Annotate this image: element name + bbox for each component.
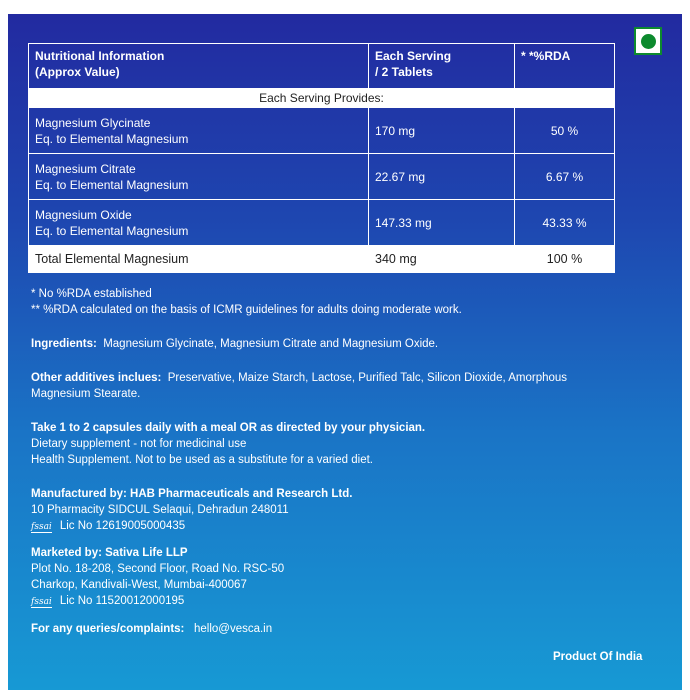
table-total-row: Total Elemental Magnesium 340 mg 100 % xyxy=(29,246,615,273)
table-row: Magnesium Oxide Eq. to Elemental Magnesium 147.33 mg 43.33 % xyxy=(29,200,615,246)
amount-cell: 147.33 mg xyxy=(369,200,515,246)
header-rda: * *%RDA xyxy=(515,44,615,89)
dosage-instruction: Take 1 to 2 capsules daily with a meal OR as directed by your physician. xyxy=(31,422,426,434)
ingredients: Ingredients: Magnesium Glycinate, Magnesium Citrate and Magnesium Oxide. xyxy=(31,338,439,350)
marketer-block: Marketed by: Sativa Life LLP Plot No. 18-208, Second Floor, Road No. RSC-50 Charkop, Kandivali-West, Mumbai-400067 fssai Lic No 11520012000195 xyxy=(31,547,285,607)
directions: Take 1 to 2 capsules daily with a meal OR as directed by your physician. Dietary supplement - not for medicinal use Health Supplement. Not to be used as a substitute for a varied diet. xyxy=(31,422,426,466)
table-row: Magnesium Citrate Eq. to Elemental Magnesium 22.67 mg 6.67 % xyxy=(29,154,615,200)
queries-block: For any queries/complaints: hello@vesca.in xyxy=(31,623,273,635)
manufacturer-block: Manufactured by: HAB Pharmaceuticals and Research Ltd. 10 Pharmacity SIDCUL Selaqui, Dehradun 248011 fssai Lic No 12619005000435 xyxy=(31,488,353,532)
table-header-row xyxy=(29,44,615,89)
fssai-logo-icon: fssai xyxy=(31,522,52,532)
header-each-serving: Each Serving / 2 Tablets xyxy=(369,44,515,89)
note-no-rda: * No %RDA established xyxy=(31,288,152,300)
contact-email: hello@vesca.in xyxy=(193,623,273,635)
fssai-logo-icon: fssai xyxy=(31,597,52,607)
rda-cell: 6.67 % xyxy=(515,154,615,200)
other-additives: Other additives inclues: Preservative, Maize Starch, Lactose, Purified Talc, Silicon Dioxide, Amorphous Magnesium Stearate. xyxy=(31,372,568,400)
product-origin: Product Of India xyxy=(553,651,643,663)
amount-cell: 22.67 mg xyxy=(369,154,515,200)
vegetarian-mark-icon xyxy=(634,27,662,55)
notes xyxy=(31,286,462,318)
rda-cell: 50 % xyxy=(515,108,615,154)
nutrition-table xyxy=(28,43,615,273)
table-provides-row: Each Serving Provides: xyxy=(29,89,615,108)
rda-cell: 43.33 % xyxy=(515,200,615,246)
note-icmr: ** %RDA calculated on the basis of ICMR guidelines for adults doing moderate work. xyxy=(31,304,462,316)
table-row: Magnesium Glycinate Eq. to Elemental Magnesium 170 mg 50 % xyxy=(29,108,615,154)
header-nutritional-info: Nutritional Information (Approx Value) xyxy=(29,44,369,89)
amount-cell: 170 mg xyxy=(369,108,515,154)
